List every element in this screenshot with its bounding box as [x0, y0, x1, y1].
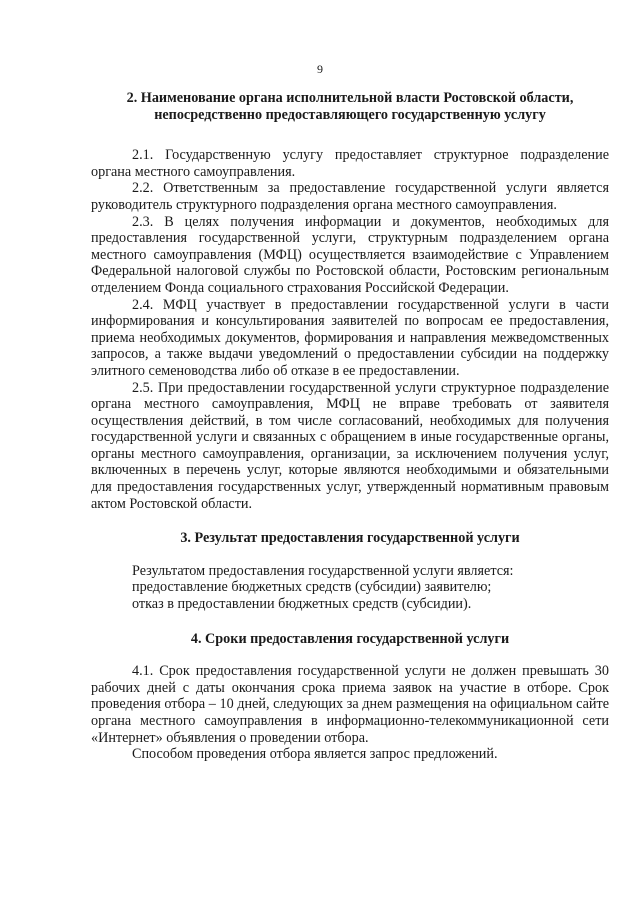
paragraph-4-1: 4.1. Срок предоставления государственной услуги не должен превышать 30 рабочих дней с даты окончания срока приема заявок на участие в отборе. Срок проведения отбора – 10 дней, следующих за днем размещения на официальном сайте органа местного самоуправления в информационно-телекоммуникационной сети «Интернет» объявления о проведении отбора.	[91, 663, 609, 746]
paragraph-2-1: 2.1. Государственную услугу предоставляет структурное подразделение органа местного самоуправления.	[91, 147, 609, 180]
paragraph-2-4: 2.4. МФЦ участвует в предоставлении государственной услуги в части информирования и консультирования заявителей по вопросам ее предоставления, приема необходимых документов, формирования и направления межведомственных запросов, а также выдачи уведомлений о предоставлении субсидии на поддержку элитного семеноводства либо об отказе в ее предоставлении.	[91, 296, 609, 379]
paragraph-2-3: 2.3. В целях получения информации и документов, необходимых для предоставления государственной услуги, структурным подразделением органа местного самоуправления (МФЦ) осуществляется взаимодействие с Управлением Федеральной налоговой службы по Ростовской области, Ростовским региональным отделением Фонда социального страхования Российской Федерации.	[91, 213, 609, 296]
section-2-heading-line-1: 2. Наименование органа исполнительной власти Ростовской области,	[126, 90, 574, 106]
paragraph-2-2: 2.2. Ответственным за предоставление государственной услуги является руководитель структурного подразделения органа местного самоуправления.	[91, 180, 609, 213]
section-3-line-1: Результатом предоставления государственной услуги является:	[132, 562, 514, 579]
paragraph-4-2: Способом проведения отбора является запрос предложений.	[132, 746, 498, 763]
paragraph-2-5: 2.5. При предоставлении государственной услуги структурное подразделение органа местного самоуправления, МФЦ не вправе требовать от заявителя осуществления действий, в том числе согласований, необходимых для получения государственной услуги и связанных с обращением в иные государственные органы, органы местного самоуправления, организации, за исключением получения услуг, включенных в перечень услуг, которые являются необходимыми и обязательными для предоставления государственных услуг, утвержденный нормативным правовым актом Ростовской области.	[91, 379, 609, 512]
section-3-line-2: предоставление бюджетных средств (субсидии) заявителю;	[132, 579, 492, 596]
section-2-heading	[91, 90, 609, 123]
section-3-line-3: отказ в предоставлении бюджетных средств (субсидии).	[132, 596, 472, 613]
page-number: 9	[317, 62, 323, 76]
document-body	[91, 90, 609, 763]
section-3-heading: 3. Результат предоставления государственной услуги	[180, 530, 520, 547]
section-4-heading: 4. Сроки предоставления государственной услуги	[190, 630, 510, 647]
section-2-heading-line-2: непосредственно предоставляющего государственную услугу	[154, 106, 546, 123]
